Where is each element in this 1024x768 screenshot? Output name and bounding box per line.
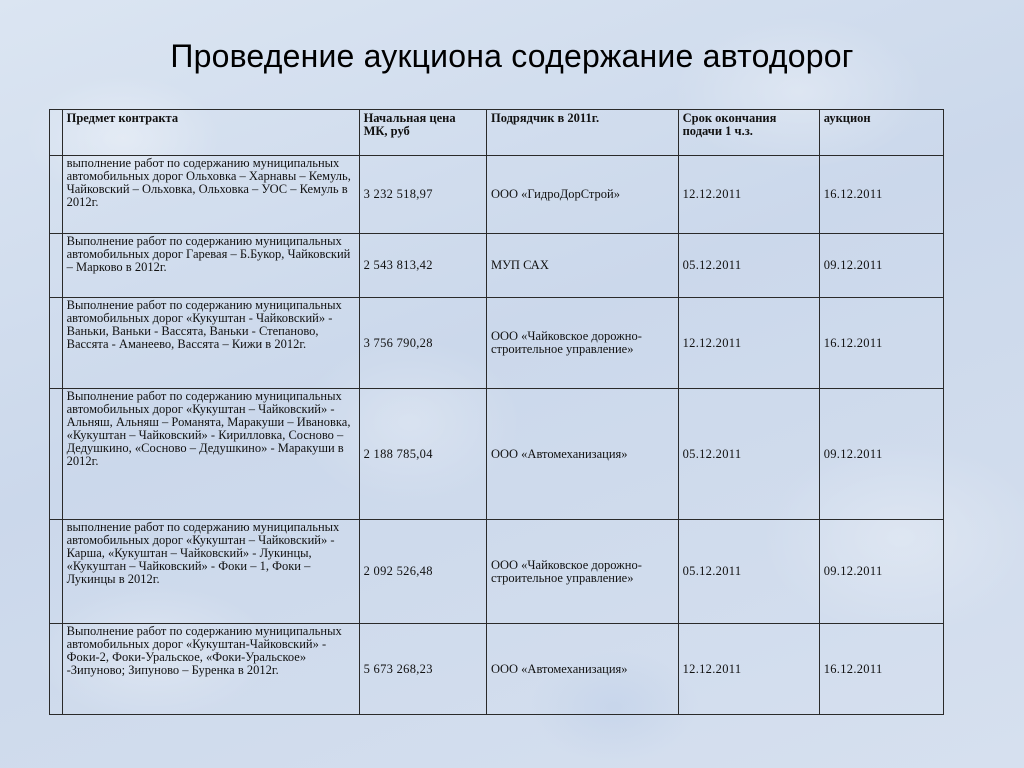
cell-auction: 09.12.2011 xyxy=(819,389,943,520)
cell-deadline: 12.12.2011 xyxy=(678,624,819,715)
header-auction: аукцион xyxy=(819,110,943,156)
table-row xyxy=(50,389,944,520)
cell-auction: 09.12.2011 xyxy=(819,520,943,624)
cell-deadline: 12.12.2011 xyxy=(678,298,819,389)
cell-subject: выполнение работ по содержанию муниципальных автомобильных дорог «Кукуштан – Чайковский» - Карша, «Кукуштан – Чайковский» - Лукинцы, «Кукуштан – Чайковский» - Фоки – 1, Фоки – Лукинцы в 2012г. xyxy=(62,520,359,624)
cell-subject: Выполнение работ по содержанию муниципальных автомобильных дорог «Кукуштан – Чайковский» - Альняш, Альняш – Романята, Маракуши – Ивановка, «Кукуштан – Чайковский» - Кирилловка, Сосново – Дедушкино, «Сосново – Дедушкино» - Маракуши в 2012г. xyxy=(62,389,359,520)
table-row xyxy=(50,520,944,624)
header-contractor: Подрядчик в 2011г. xyxy=(486,110,678,156)
row-gutter-cell xyxy=(50,520,63,624)
table-row xyxy=(50,156,944,234)
header-deadline: Срок окончания подачи 1 ч.з. xyxy=(678,110,819,156)
cell-price: 3 232 518,97 xyxy=(359,156,486,234)
cell-contractor: ООО «Чайковское дорожно-строительное управление» xyxy=(486,520,678,624)
table-header-row xyxy=(50,110,944,156)
cell-subject: Выполнение работ по содержанию муниципальных автомобильных дорог «Кукуштан-Чайковский» - Фоки-2, Фоки-Уральское, «Фоки-Уральское» -Зипуново; Зипуново – Буренка в 2012г. xyxy=(62,624,359,715)
header-gutter-cell xyxy=(50,110,63,156)
cell-price: 5 673 268,23 xyxy=(359,624,486,715)
cell-auction: 16.12.2011 xyxy=(819,156,943,234)
cell-deadline: 05.12.2011 xyxy=(678,234,819,298)
cell-subject: Выполнение работ по содержанию муниципальных автомобильных дорог Гаревая – Б.Букор, Чайковский – Марково в 2012г. xyxy=(62,234,359,298)
cell-contractor: ООО «Автомеханизация» xyxy=(486,624,678,715)
auction-table-container xyxy=(49,109,944,715)
table-row xyxy=(50,624,944,715)
header-subject: Предмет контракта xyxy=(62,110,359,156)
cell-subject: выполнение работ по содержанию муниципальных автомобильных дорог Ольховка – Харнавы – Кемуль, Чайковский – Ольховка, Ольховка – УОС – Кемуль в 2012г. xyxy=(62,156,359,234)
cell-contractor: ООО «ГидроДорСтрой» xyxy=(486,156,678,234)
cell-price: 2 092 526,48 xyxy=(359,520,486,624)
auction-table xyxy=(49,109,944,715)
header-price: Начальная цена МК, руб xyxy=(359,110,486,156)
cell-deadline: 12.12.2011 xyxy=(678,156,819,234)
cell-deadline: 05.12.2011 xyxy=(678,520,819,624)
cell-auction: 09.12.2011 xyxy=(819,234,943,298)
cell-price: 2 543 813,42 xyxy=(359,234,486,298)
cell-subject: Выполнение работ по содержанию муниципальных автомобильных дорог «Кукуштан - Чайковский» - Ваньки, Ваньки - Вассята, Ваньки - Степаново, Вассята - Аманеево, Вассята – Кижи в 2012г. xyxy=(62,298,359,389)
row-gutter-cell xyxy=(50,298,63,389)
table-row xyxy=(50,234,944,298)
cell-auction: 16.12.2011 xyxy=(819,624,943,715)
cell-deadline: 05.12.2011 xyxy=(678,389,819,520)
cell-contractor: МУП САХ xyxy=(486,234,678,298)
row-gutter-cell xyxy=(50,234,63,298)
cell-contractor: ООО «Автомеханизация» xyxy=(486,389,678,520)
cell-price: 2 188 785,04 xyxy=(359,389,486,520)
row-gutter-cell xyxy=(50,156,63,234)
cell-auction: 16.12.2011 xyxy=(819,298,943,389)
cell-contractor: ООО «Чайковское дорожно-строительное управление» xyxy=(486,298,678,389)
cell-price: 3 756 790,28 xyxy=(359,298,486,389)
row-gutter-cell xyxy=(50,624,63,715)
table-row xyxy=(50,298,944,389)
slide-title: Проведение аукциона содержание автодорог xyxy=(170,38,854,74)
row-gutter-cell xyxy=(50,389,63,520)
